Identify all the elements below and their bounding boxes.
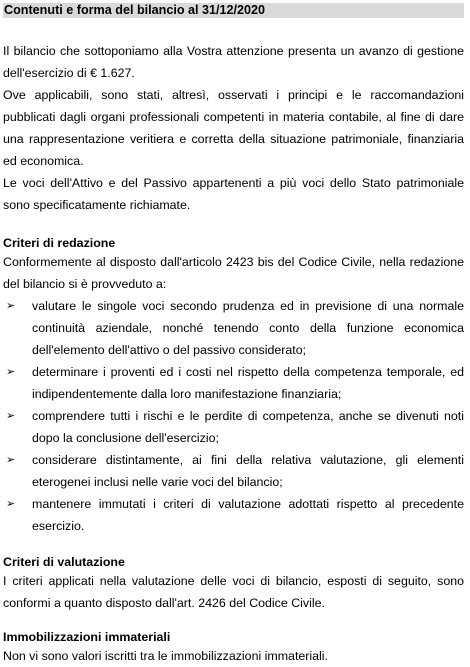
list-item-text: comprendere tutti i rischi e le perdite di competenza, anche se divenuti noti dopo la conclusione dell'esercizio;: [32, 409, 464, 445]
section-criteri-valutazione: [3, 555, 464, 614]
list-item: [3, 449, 464, 493]
list-item-text: considerare distintamente, ai fini della relativa valutazione, gli elementi eterogenei inclusi nelle varie voci del bilancio;: [32, 453, 464, 489]
section-heading-criteri-valutazione: Criteri di valutazione: [3, 555, 125, 569]
intro-paragraph-voci: Le voci dell'Attivo e del Passivo appartenenti a più voci dello Stato patrimoniale sono specificatamente richiamate.: [3, 176, 464, 212]
intro-paragraph-avanzo: Il bilancio che sottoponiamo alla Vostra attenzione presenta un avanzo di gestione dell'esercizio di € 1.627.: [3, 44, 464, 80]
document-title: Contenuti e forma del bilancio al 31/12/2020: [3, 3, 464, 18]
list-item-text: determinare i proventi ed i costi nel rispetto della competenza temporale, ed indipendentemente dalla loro manifestazione finanziaria;: [32, 365, 464, 401]
criteri-redazione-list: [3, 295, 464, 537]
list-item-text: valutare le singole voci secondo prudenza ed in previsione di una normale continuità aziendale, nonché tenendo conto della funzione economica dell'elemento dell'attivo o del passivo considerato;: [32, 299, 464, 357]
section-heading-immobilizzazioni: Immobilizzazioni immateriali: [3, 630, 171, 644]
intro-paragraph-principi: Ove applicabili, sono stati, altresì, osservati i principi e le raccomandazioni pubblicati dagli organi professionali competenti in materia contabile, al fine di dare una rappresentazione veritiera e corretta della situazione patrimoniale, finanziaria ed economica.: [3, 88, 464, 168]
section-heading-criteri-redazione: Criteri di redazione: [3, 236, 116, 250]
list-item: [3, 405, 464, 449]
list-item: [3, 295, 464, 361]
list-item-text: mantenere immutati i criteri di valutazione adottati rispetto al precedente esercizio.: [32, 497, 464, 533]
criteri-valutazione-text: I criteri applicati nella valutazione delle voci di bilancio, esposti di seguito, sono conformi a quanto disposto dall'art. 2426 del Codice Civile.: [3, 574, 464, 610]
arrow-bullet-icon: ➢: [6, 410, 16, 422]
arrow-bullet-icon: ➢: [6, 366, 16, 378]
immobilizzazioni-text: Non vi sono valori iscritti tra le immobilizzazioni immateriali.: [3, 649, 329, 663]
list-item: [3, 493, 464, 537]
section-immobilizzazioni: [3, 630, 464, 667]
criteri-redazione-intro: Conformemente al disposto dall'articolo 2423 bis del Codice Civile, nella redazione del bilancio si è provveduto a:: [3, 255, 464, 291]
section-criteri-redazione: [3, 236, 464, 537]
arrow-bullet-icon: ➢: [6, 498, 16, 510]
intro-section: [3, 40, 464, 216]
arrow-bullet-icon: ➢: [6, 300, 16, 312]
arrow-bullet-icon: ➢: [6, 454, 16, 466]
list-item: [3, 361, 464, 405]
